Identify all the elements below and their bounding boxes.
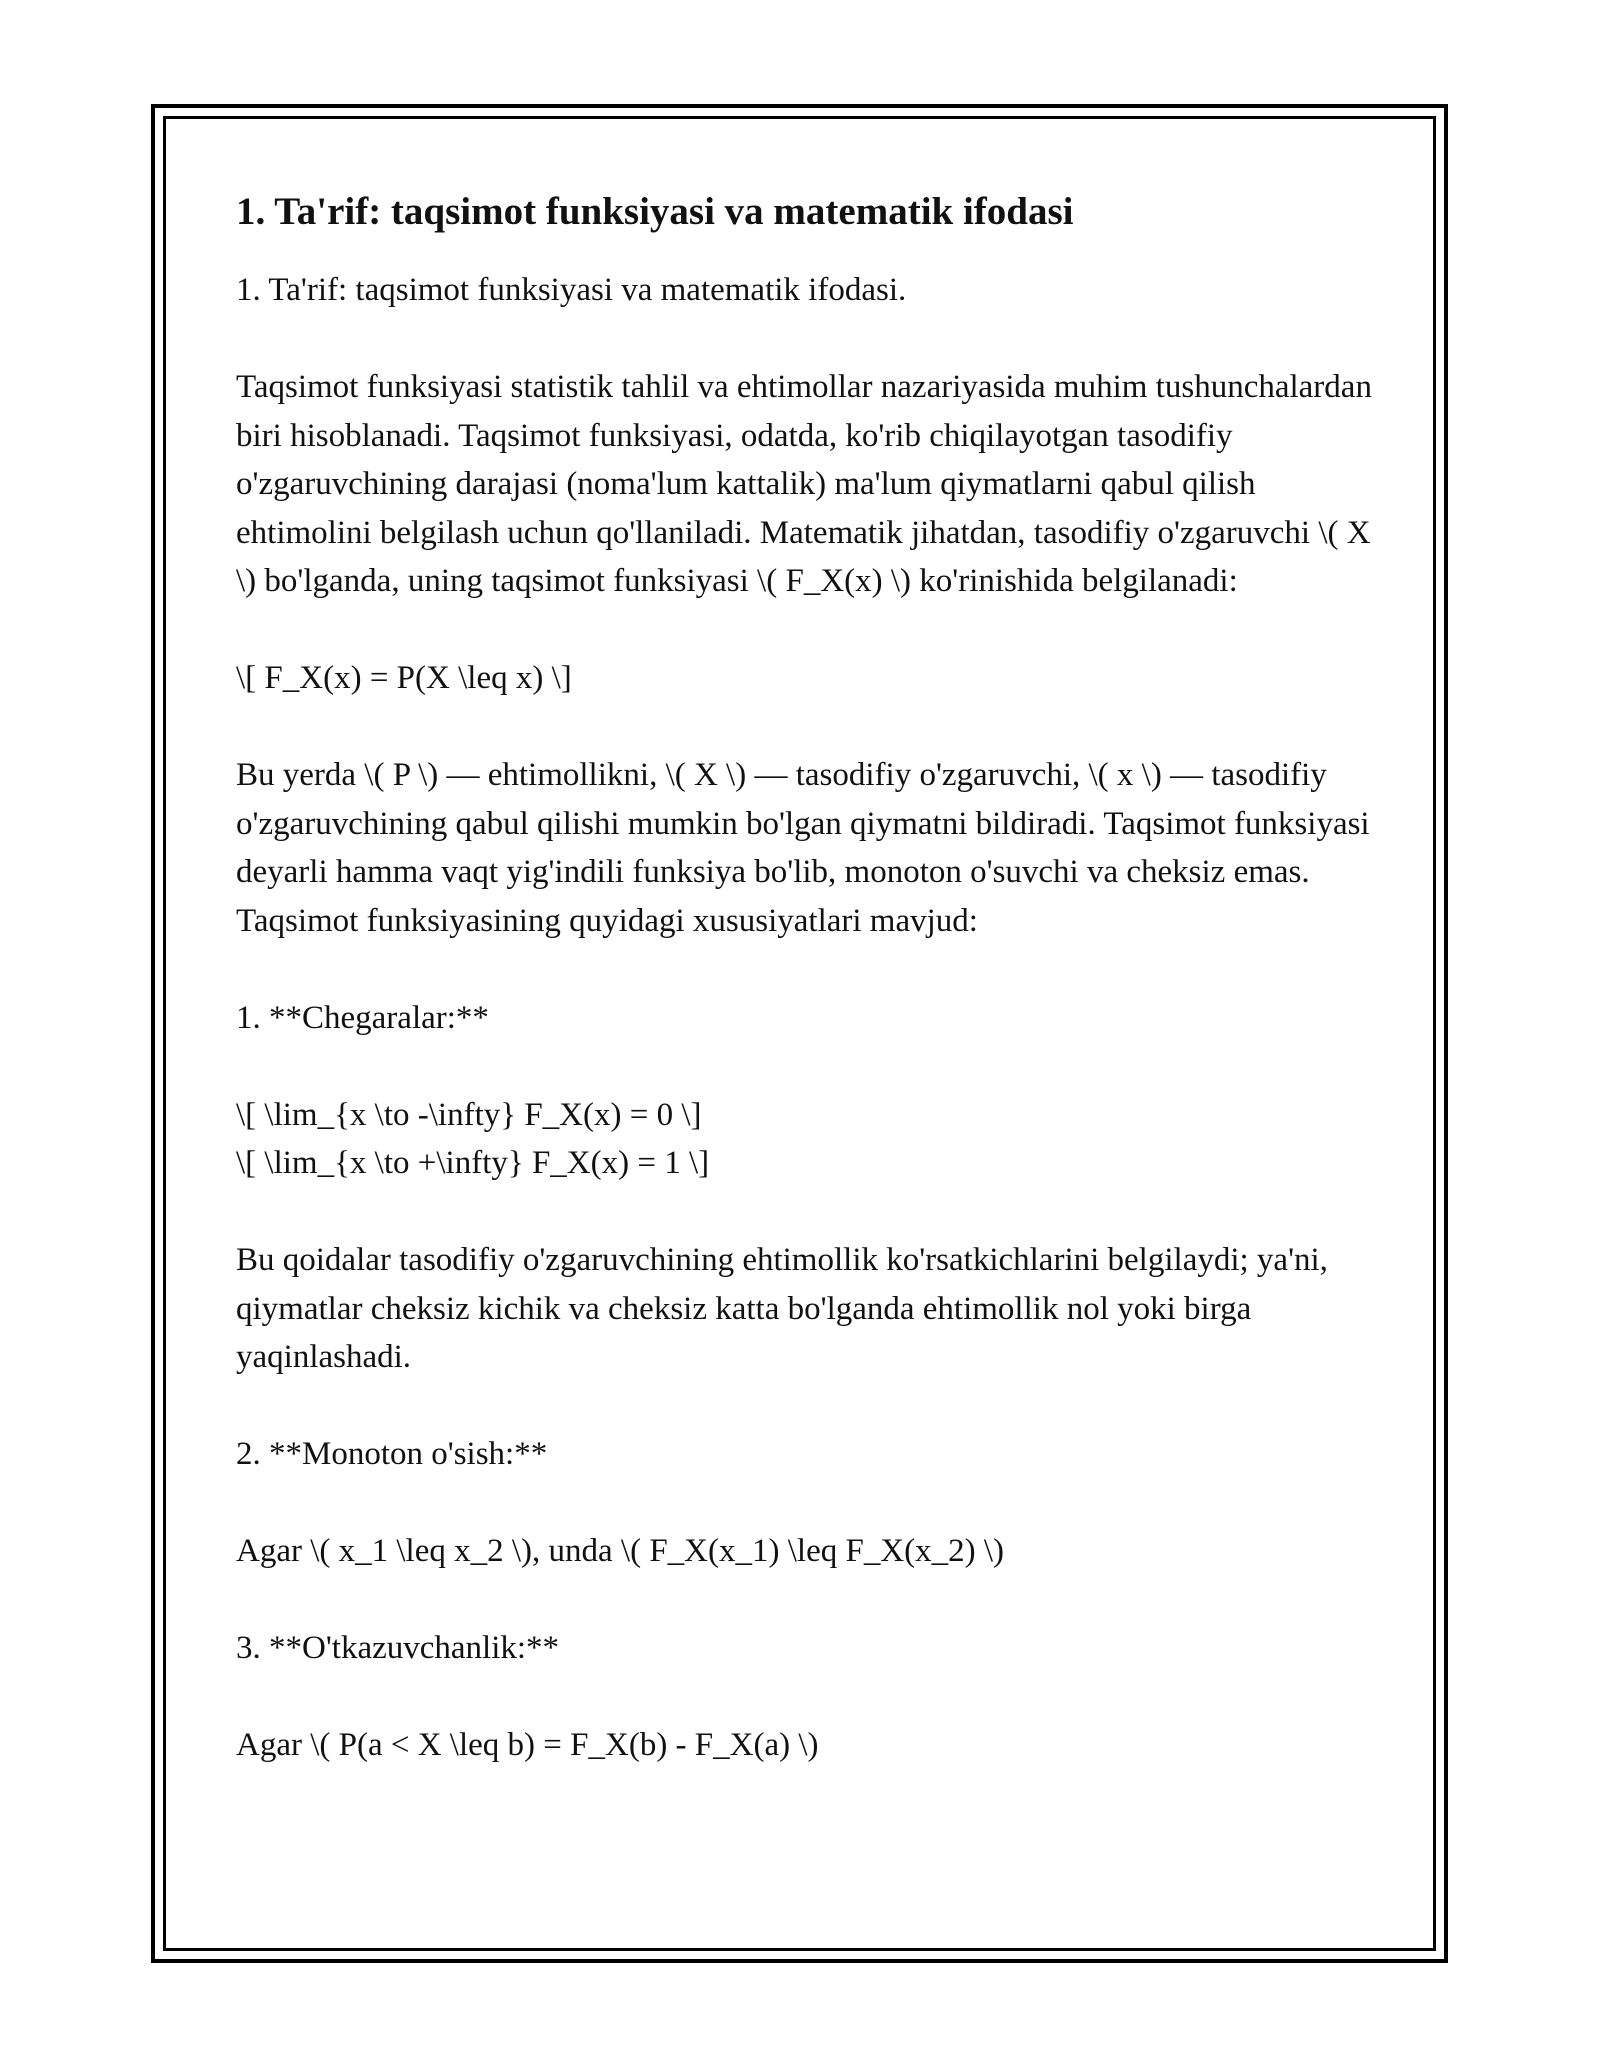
document-heading: 1. Ta'rif: taqsimot funksiyasi va matematik ifodasi	[236, 190, 1074, 233]
formula-distribution: \[ F_X(x) = P(X \leq x) \]	[236, 660, 572, 696]
formula-limit-plus: \[ \lim_{x \to +\infty} F_X(x) = 1 \]	[236, 1145, 710, 1181]
property-heading-limits: 1. **Chegaralar:**	[236, 999, 489, 1036]
property-heading-conductivity: 3. **O'tkazuvchanlik:**	[236, 1630, 560, 1666]
paragraph-limits-explanation: Bu qoidalar tasodifiy o'zgaruvchining ehtimollik ko'rsatkichlarini belgilaydi; ya'ni, qiymatlar cheksiz kichik va cheksiz katta bo'lganda ehtimollik nol yoki birga yaqinlashadi.	[236, 1242, 1328, 1375]
paragraph-explanation: Bu yerda \( P \) — ehtimollikni, \( X \) — tasodifiy o'zgaruvchi, \( x \) — tasodifiy o'zgaruvchining qabul qilishi mumkin bo'lgan qiymatni bildiradi. Taqsimot funksiyasi deyarli hamma vaqt yig'indili funksiya bo'lib, monoton o'suvchi va cheksiz emas. Taqsimot funksiyasining quyidagi xususiyatlari mavjud:	[236, 757, 1370, 939]
formula-interval: Agar \( P(a < X \leq b) = F_X(b) - F_X(a) \)	[236, 1727, 819, 1763]
paragraph-definition: Taqsimot funksiyasi statistik tahlil va ehtimollar nazariyasida muhim tushunchalardan biri hisoblanadi. Taqsimot funksiyasi, odatda, ko'rib chiqilayotgan tasodifiy o'zgaruvchining darajasi (noma'lum kattalik) ma'lum qiymatlarni qabul qilish ehtimolini belgilash uchun qo'llaniladi. Matematik jihatdan, tasodifiy o'zgaruvchi \( X \) bo'lganda, uning taqsimot funksiyasi \( F_X(x) \) ko'rinishida belgilanadi:	[236, 369, 1372, 599]
paragraph-intro-title: 1. Ta'rif: taqsimot funksiyasi va matematik ifodasi.	[236, 272, 907, 308]
formula-limit-minus: \[ \lim_{x \to -\infty} F_X(x) = 0 \]	[236, 1096, 702, 1133]
formula-monotone: Agar \( x_1 \leq x_2 \), unda \( F_X(x_1) \leq F_X(x_2) \)	[236, 1533, 1005, 1569]
property-heading-monotone: 2. **Monoton o'sish:**	[236, 1436, 548, 1472]
document-body	[236, 184, 1376, 1770]
